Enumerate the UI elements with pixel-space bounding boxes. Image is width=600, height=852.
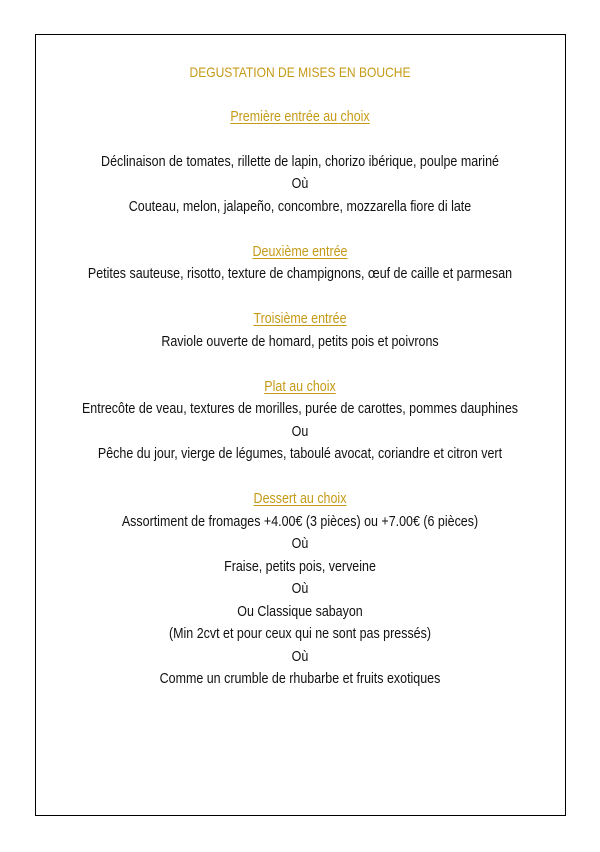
dish-line: Entrecôte de veau, textures de morilles, purée de carottes, pommes dauphines (81, 401, 518, 417)
section-plat (42, 376, 558, 466)
section-gap (42, 466, 558, 489)
dish-line: Couteau, melon, jalapeño, concombre, mozzarella fiore di late (128, 198, 472, 215)
dish-line: Comme un crumble de rhubarbe et fruits exotiques (159, 671, 441, 687)
choice-separator: Où (291, 581, 309, 597)
section-troisieme-entree (42, 308, 558, 353)
section-deuxieme-entree (42, 241, 558, 286)
dish-line: Petites sauteuse, risotto, texture de champignons, œuf de caille et parmesan (87, 266, 513, 282)
section-gap (42, 286, 558, 309)
blank-line (42, 128, 558, 151)
choice-separator: Où (291, 648, 309, 665)
menu-title: DEGUSTATION DE MISES EN BOUCHE (189, 64, 411, 80)
section-heading: Dessert au choix (253, 491, 347, 507)
section-heading: Troisième entrée (253, 311, 347, 327)
choice-separator: Où (291, 176, 309, 192)
dish-line: Ou Classique sabayon (237, 603, 363, 620)
dish-line: Fraise, petits pois, verveine (224, 558, 376, 575)
section-heading: Deuxième entrée (252, 243, 348, 260)
dish-line: Pêche du jour, vierge de légumes, taboulé avocat, coriandre et citron vert (97, 446, 503, 462)
dish-line: Raviole ouverte de homard, petits pois et poivrons (161, 333, 439, 350)
section-gap (42, 218, 558, 241)
choice-separator: Où (291, 536, 309, 552)
dish-note: (Min 2cvt et pour ceux qui ne sont pas pressés) (168, 626, 432, 642)
tasting-menu (42, 61, 558, 691)
section-gap (42, 353, 558, 376)
section-dessert (42, 488, 558, 691)
section-heading: Première entrée au choix (230, 108, 370, 125)
section-heading: Plat au choix (264, 378, 336, 395)
section-premiere-entree (42, 106, 558, 219)
dish-line: Déclinaison de tomates, rillette de lapin, chorizo ibérique, poulpe mariné (101, 153, 499, 170)
choice-separator: Ou (291, 423, 309, 440)
dish-line: Assortiment de fromages +4.00€ (3 pièces) ou +7.00€ (6 pièces) (121, 513, 479, 530)
